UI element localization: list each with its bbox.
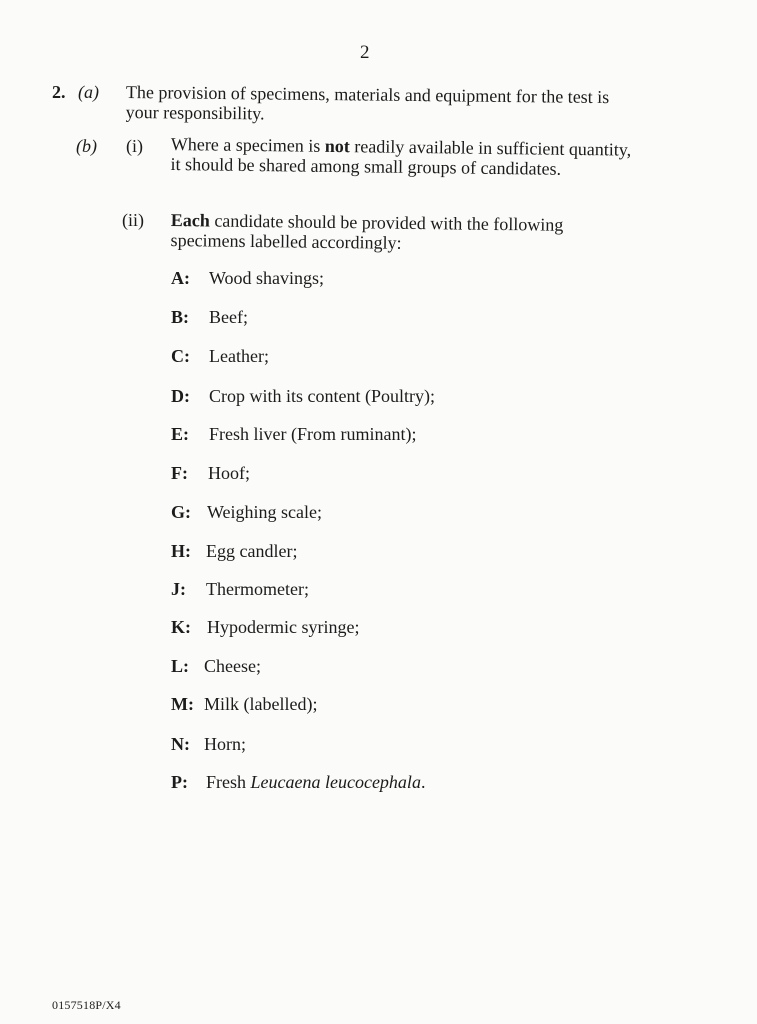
- sub-i-label: (i): [126, 136, 143, 156]
- specimen-text: Cheese;: [204, 656, 261, 676]
- specimen-text: Hypodermic syringe;: [207, 617, 360, 637]
- specimen-text: Beef;: [209, 307, 248, 327]
- specimen-text: Thermometer;: [206, 579, 309, 599]
- specimen-scientific-name: Leucaena leucocephala: [250, 772, 421, 792]
- sub-i-text: [171, 134, 641, 180]
- specimen-item: [171, 579, 309, 600]
- specimen-text: Fresh liver (From ruminant);: [209, 424, 417, 444]
- specimen-text: Leather;: [209, 346, 269, 366]
- sub-ii-text-bold: Each: [170, 210, 211, 231]
- specimen-text-end: .: [420, 772, 426, 792]
- sub-ii-text-rest: candidate should be provided with the following specimens labelled accordingly:: [170, 210, 564, 253]
- specimen-letter: L:: [171, 656, 189, 676]
- specimen-letter: M:: [171, 694, 194, 714]
- specimen-letter: C:: [171, 346, 190, 366]
- part-a-label: (a): [78, 82, 99, 102]
- specimen-letter: H:: [171, 541, 191, 561]
- sub-i-text-end: readily available in sufficient quantity, it should be shared among small groups of candidates.: [170, 136, 632, 179]
- specimen-text: Horn;: [204, 734, 246, 754]
- specimen-text: Crop with its content (Poultry);: [209, 386, 435, 406]
- specimen-letter: D:: [171, 386, 190, 406]
- sub-i-text-start: Where a specimen is: [170, 134, 325, 156]
- part-b-label: (b): [76, 136, 97, 156]
- specimen-letter: F:: [171, 463, 188, 483]
- specimen-text: Hoof;: [208, 463, 250, 483]
- question-number: 2.: [52, 82, 66, 102]
- specimen-item: [171, 734, 246, 755]
- specimen-item: [171, 307, 248, 328]
- specimen-text: Fresh: [206, 772, 251, 792]
- specimen-letter: J:: [171, 579, 186, 599]
- specimen-item: [171, 617, 359, 638]
- specimen-item: [171, 694, 317, 715]
- specimen-letter: E:: [171, 424, 189, 444]
- sub-ii-text: [171, 210, 641, 256]
- sub-ii-label: (ii): [122, 210, 144, 230]
- page-number: 2: [360, 42, 370, 63]
- specimen-text: Egg candler;: [206, 541, 298, 561]
- footer-code: 0157518P/X4: [52, 998, 121, 1012]
- specimen-item: [171, 656, 261, 677]
- specimen-item: [171, 386, 435, 407]
- specimen-text: Milk (labelled);: [204, 694, 318, 714]
- specimen-letter: N:: [171, 734, 190, 754]
- sub-i-text-bold: not: [324, 135, 350, 157]
- specimen-item: [171, 463, 250, 484]
- specimen-item: [171, 502, 322, 523]
- specimen-letter: K:: [171, 617, 191, 637]
- specimen-item: [171, 268, 324, 289]
- specimen-item: [171, 541, 297, 562]
- specimen-text: Wood shavings;: [209, 268, 325, 288]
- specimen-item: [171, 424, 416, 445]
- specimen-letter: G:: [171, 502, 191, 522]
- specimen-item: [171, 346, 269, 367]
- specimen-letter: P:: [171, 772, 188, 792]
- specimen-letter: A:: [171, 268, 190, 288]
- specimen-item: [171, 772, 425, 793]
- specimen-letter: B:: [171, 307, 189, 327]
- specimen-text: Weighing scale;: [207, 502, 323, 522]
- part-a-text: The provision of specimens, materials and equipment for the test is your responsibility.: [125, 82, 610, 124]
